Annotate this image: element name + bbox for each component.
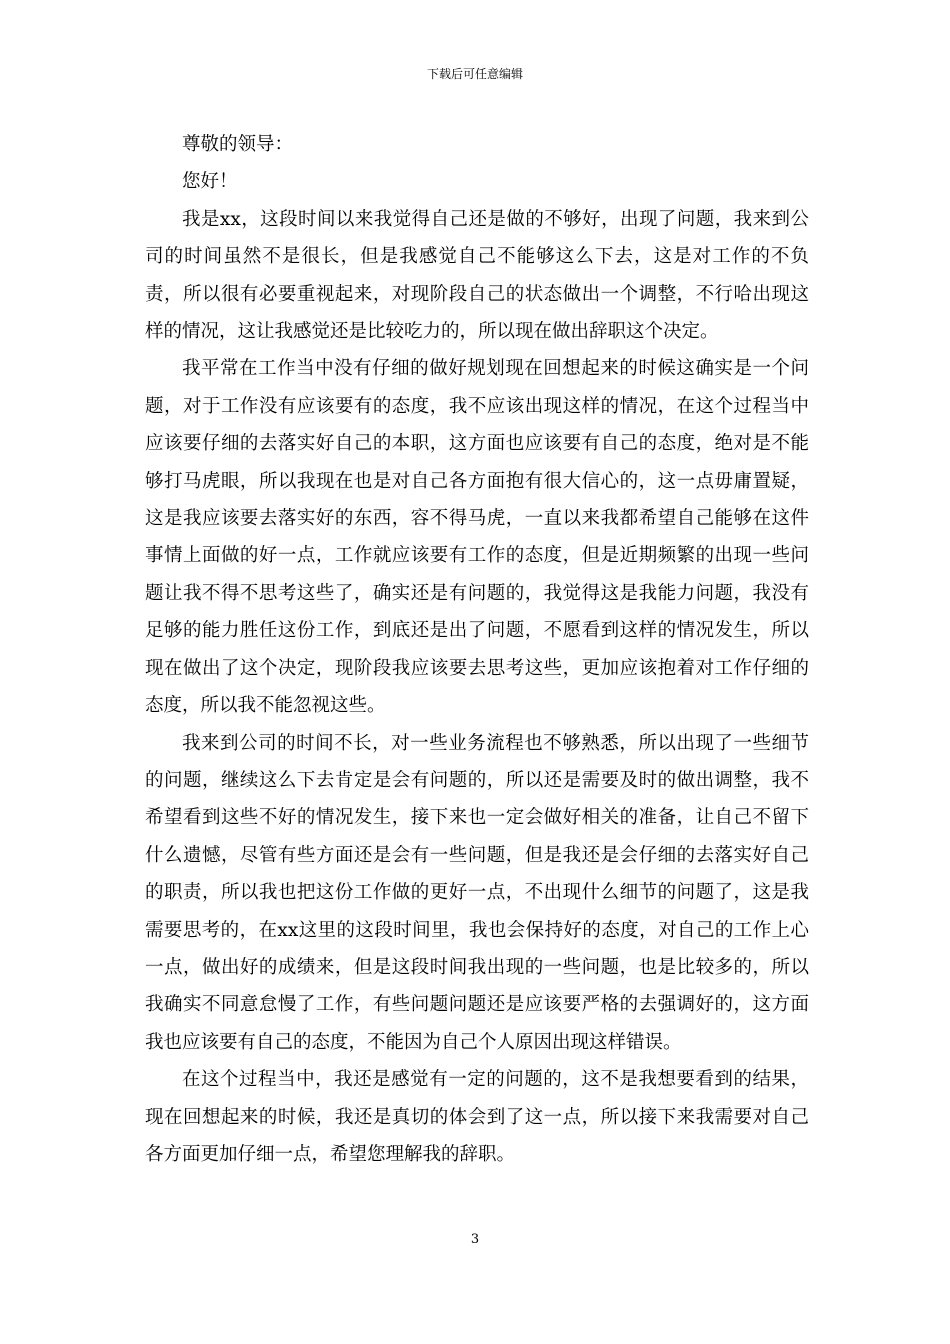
page-header: 下载后可任意编辑 (426, 67, 523, 81)
letter-salutation: 尊敬的领导： (182, 134, 294, 155)
letter-paragraph: 在这个过程当中，我还是感觉有一定的问题的，这不是我想要看到的结果，现在回想起来的时候，我还是真切的体会到了这一点，所以接下来我需要对自己各方面更加仔细一点，希望您理解我的辞职。 (145, 1069, 809, 1165)
letter-paragraph: 我平常在工作当中没有仔细的做好规划现在回想起来的时候这确实是一个问题，对于工作没有应该要有的态度，我不应该出现这样的情况，在这个过程当中应该要仔细的去落实好自己的本职，这方面也应该要有自己的态度，绝对是不能够打马虎眼，所以我现在也是对自己各方面抱有很大信心的，这一点毋庸置疑，这是我应该要去落实好的东西，容不得马虎，一直以来我都希望自己能够在这件事情上面做的好一点，工作就应该要有工作的态度，但是近期频繁的出现一些问题让我不得不思考这些了，确实还是有问题的，我觉得这是我能力问题，我没有足够的能力胜任这份工作，到底还是出了问题，不愿看到这样的情况发生，所以现在做出了这个决定，现阶段我应该要去思考这些，更加应该抱着对工作仔细的态度，所以我不能忽视这些。 (145, 358, 809, 717)
page-number: 3 (470, 1232, 480, 1247)
letter-paragraph: 我是xx，这段时间以来我觉得自己还是做的不够好，出现了问题，我来到公司的时间虽然不是很长，但是我感觉自己不能够这么下去，这是对工作的不负责，所以很有必要重视起来，对现阶段自己的状态做出一个调整，不行哈出现这样的情况，这让我感觉还是比较吃力的，所以现在做出辞职这个决定。 (145, 208, 809, 343)
letter-body (145, 126, 809, 1173)
letter-greeting: 您好！ (182, 171, 238, 193)
letter-paragraph: 我来到公司的时间不长，对一些业务流程也不够熟悉，所以出现了一些细节的问题，继续这么下去肯定是会有问题的，所以还是需要及时的做出调整，我不希望看到这些不好的情况发生，接下来也一定会做好相关的准备，让自己不留下什么遗憾，尽管有些方面还是会有一些问题，但是我还是会仔细的去落实好自己的职责，所以我也把这份工作做的更好一点，不出现什么细节的问题了，这是我需要思考的，在xx这里的这段时间里，我也会保持好的态度，对自己的工作上心一点，做出好的成绩来，但是这段时间我出现的一些问题，也是比较多的，所以我确实不同意怠慢了工作，有些问题问题还是应该要严格的去强调好的，这方面我也应该要有自己的态度，不能因为自己个人原因出现这样错误。 (145, 732, 809, 1053)
